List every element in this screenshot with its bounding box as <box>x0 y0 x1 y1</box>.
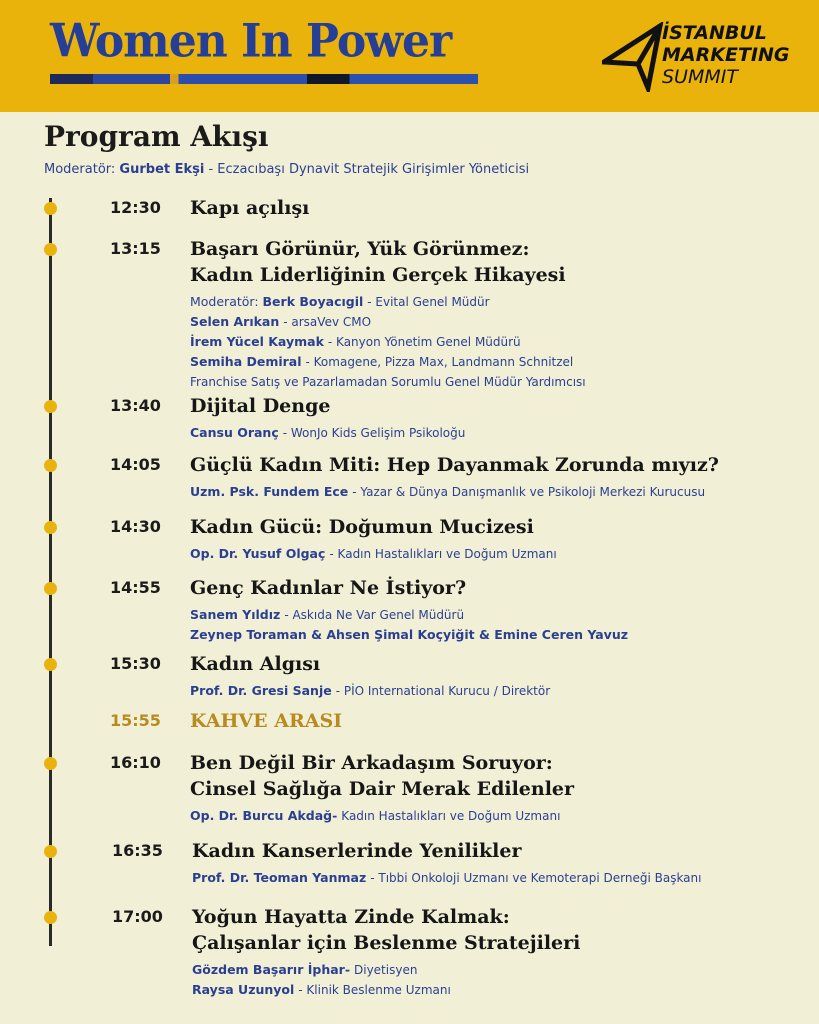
speaker-role: - Kadın Hastalıkları ve Doğum Uzmanı <box>329 547 557 561</box>
speaker-role: - Komagene, Pizza Max, Landmann Schnitzel <box>305 355 574 369</box>
speaker-name: Berk Boyacıgil <box>262 294 364 309</box>
timeline-dot <box>44 400 57 413</box>
speaker <box>190 544 557 564</box>
session-body <box>190 575 628 644</box>
session-body <box>190 651 550 701</box>
speaker <box>192 980 580 1000</box>
event-title: Women In Power <box>50 14 452 69</box>
paper-plane-icon <box>602 22 664 92</box>
session-title: Başarı Görünür, Yük Görünmez: <box>190 238 530 260</box>
moderator-role: - Eczacıbaşı Dynavit Stratejik Girişimler Yöneticisi <box>208 162 530 177</box>
speaker-name: Prof. Dr. Gresi Sanje <box>190 683 332 698</box>
speaker-role: - Kanyon Yönetim Genel Müdürü <box>327 335 521 349</box>
speaker-role: Franchise Satış ve Pazarlamadan Sorumlu Genel Müdür Yardımcısı <box>190 375 586 389</box>
session-body <box>190 452 719 502</box>
speaker-name: Prof. Dr. Teoman Yanmaz <box>192 870 367 885</box>
speaker-name: Raysa Uzunyol <box>192 982 295 997</box>
speaker <box>190 681 550 701</box>
speaker-name: Sanem Yıldız <box>190 607 281 622</box>
speaker <box>190 605 628 625</box>
session-title: Güçlü Kadın Miti: Hep Dayanmak Zorunda mıyız? <box>190 454 719 476</box>
title-underline-bar <box>50 74 478 84</box>
speaker <box>190 312 586 332</box>
speaker <box>190 482 719 502</box>
session-time: 14:05 <box>110 455 161 474</box>
speaker <box>190 806 574 826</box>
timeline-dot <box>44 243 57 256</box>
timeline-dot <box>44 911 57 924</box>
session-time: 15:30 <box>110 654 161 673</box>
istanbul-marketing-summit-logo <box>602 22 802 92</box>
speaker-role: - Evital Genel Müdür <box>367 295 490 309</box>
speaker-name: İrem Yücel Kaymak <box>190 334 324 349</box>
speaker-role: Diyetisyen <box>354 963 418 977</box>
timeline-dot <box>44 582 57 595</box>
session-title: Kadın Algısı <box>190 653 321 675</box>
speaker-role: - Klinik Beslenme Uzmanı <box>298 983 451 997</box>
session-body <box>190 236 586 392</box>
speaker-role: - PİO International Kurucu / Direktör <box>335 684 551 698</box>
speaker-name: Op. Dr. Yusuf Olgaç <box>190 546 326 561</box>
session-time: 13:40 <box>110 396 161 415</box>
logo-line-3: SUMMIT <box>662 66 738 88</box>
moderator-name: Gurbet Ekşi <box>119 162 205 177</box>
session-body <box>192 838 701 888</box>
logo-line-1: İSTANBUL <box>662 22 767 44</box>
speaker-name: Gözdem Başarır İphar- <box>192 962 351 977</box>
session-title: Dijital Denge <box>190 395 331 417</box>
session-time: 16:10 <box>110 753 161 772</box>
speaker-name: Semiha Demiral <box>190 354 302 369</box>
speaker-name: Op. Dr. Burcu Akdağ- <box>190 808 338 823</box>
header-banner <box>0 0 819 112</box>
session-body <box>190 514 557 564</box>
speaker <box>190 352 586 372</box>
speaker-role: - Yazar & Dünya Danışmanlık ve Psikoloji Merkezi Kurucusu <box>352 485 706 499</box>
timeline-line <box>49 198 52 946</box>
speaker-prefix: Moderatör: <box>190 294 259 309</box>
speaker-role: - Askıda Ne Var Genel Müdürü <box>284 608 465 622</box>
session-time: 16:35 <box>112 841 163 860</box>
session-title: KAHVE ARASI <box>190 710 343 732</box>
session-title: Çalışanlar için Beslenme Stratejileri <box>192 932 581 954</box>
session-time: 14:55 <box>110 578 161 597</box>
timeline-dot <box>44 459 57 472</box>
speaker <box>192 868 701 888</box>
session-time: 15:55 <box>110 711 161 730</box>
speaker-name: Uzm. Psk. Fundem Ece <box>190 484 349 499</box>
timeline-dot <box>44 202 57 215</box>
speaker-role: - WonJo Kids Gelişim Psikoloğu <box>282 426 466 440</box>
speaker <box>190 332 586 352</box>
speaker <box>190 625 628 644</box>
session-title: Genç Kadınlar Ne İstiyor? <box>190 577 467 599</box>
speaker <box>190 372 586 392</box>
session-title: Kadın Kanserlerinde Yenilikler <box>192 840 522 862</box>
speaker <box>192 960 580 980</box>
speaker-role: - arsaVev CMO <box>283 315 372 329</box>
timeline-dot <box>44 757 57 770</box>
speaker <box>190 292 586 312</box>
timeline-dot <box>44 521 57 534</box>
session-body <box>192 904 580 1000</box>
session-title: Kadın Liderliğinin Gerçek Hikayesi <box>190 264 566 286</box>
session-title: Cinsel Sağlığa Dair Merak Edilenler <box>190 778 575 800</box>
session-body <box>190 393 465 443</box>
speaker-name: Selen Arıkan <box>190 314 280 329</box>
speaker-role: - Tıbbi Onkoloji Uzmanı ve Kemoterapi Derneği Başkanı <box>370 871 702 885</box>
session-body <box>190 195 309 221</box>
session-title: Kadın Gücü: Doğumun Mucizesi <box>190 516 534 538</box>
session-body <box>190 750 574 826</box>
program-heading: Program Akışı <box>44 120 269 153</box>
speaker-name: Zeynep Toraman & Ahsen Şimal Koçyiğit & Emine Ceren Yavuz <box>190 627 629 642</box>
timeline-dot <box>44 658 57 671</box>
timeline-dot <box>44 845 57 858</box>
session-body <box>190 708 342 734</box>
speaker-name: Cansu Oranç <box>190 425 279 440</box>
session-title: Kapı açılışı <box>190 197 310 219</box>
main-moderator <box>44 162 529 177</box>
session-title: Ben Değil Bir Arkadaşım Soruyor: <box>190 752 553 774</box>
session-time: 12:30 <box>110 198 161 217</box>
speaker <box>190 423 465 443</box>
speaker-role: Kadın Hastalıkları ve Doğum Uzmanı <box>341 809 561 823</box>
session-time: 13:15 <box>110 239 161 258</box>
logo-line-2: MARKETING <box>662 44 790 66</box>
moderator-prefix: Moderatör: <box>44 162 116 177</box>
session-title: Yoğun Hayatta Zinde Kalmak: <box>192 906 510 928</box>
session-time: 14:30 <box>110 517 161 536</box>
session-time: 17:00 <box>112 907 163 926</box>
